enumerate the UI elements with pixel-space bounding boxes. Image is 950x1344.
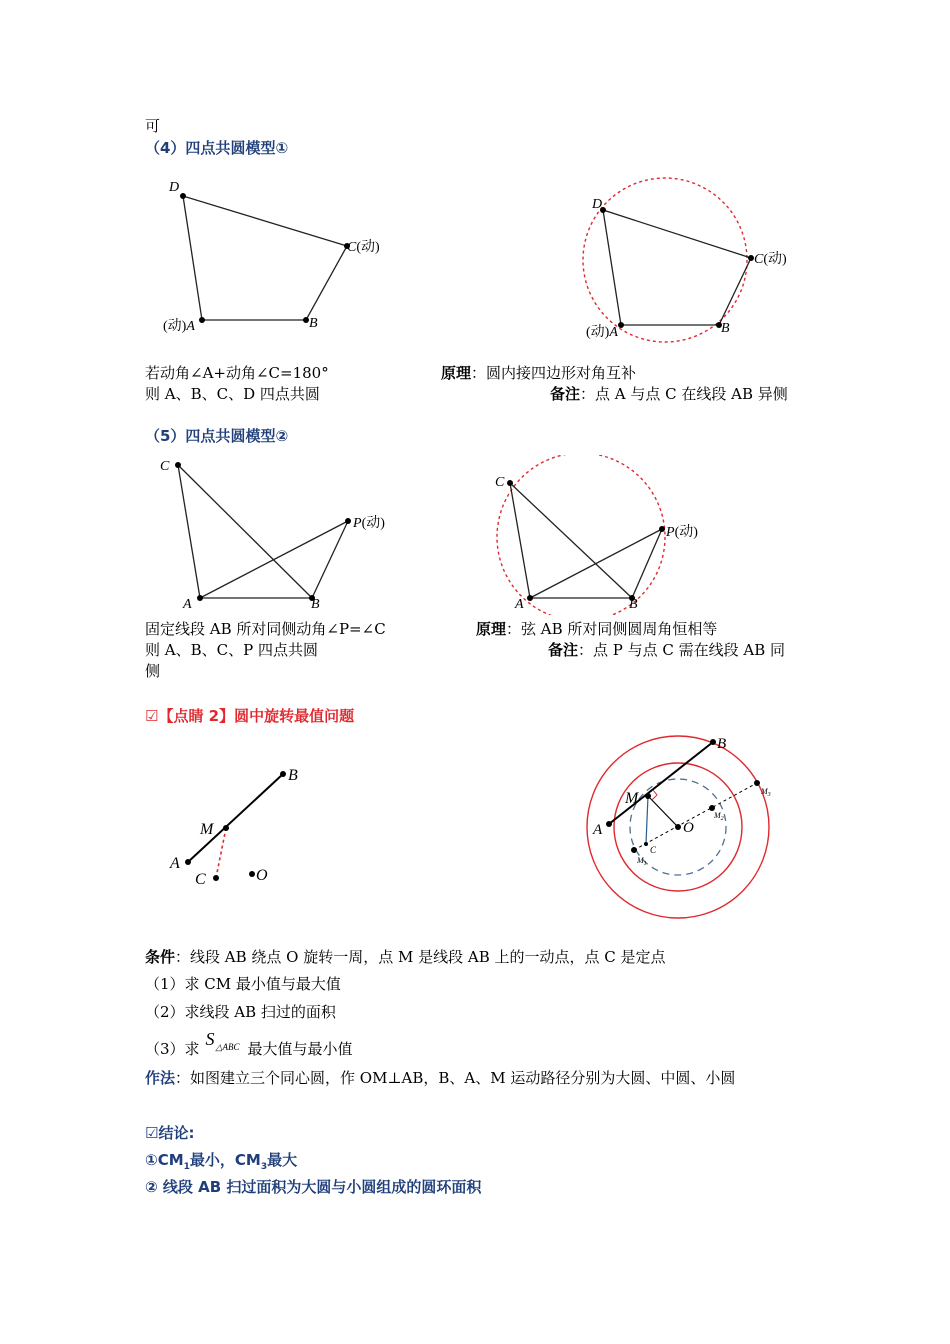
svg-text:A: A	[515, 597, 524, 612]
svg-text:B: B	[288, 767, 298, 784]
svg-text:A: A	[170, 855, 180, 872]
svg-text:C(动): C(动)	[754, 252, 787, 267]
method: 作法：如图建立三个同心圆，作 OM⊥AB，B、A、M 运动路径分别为大圆、中圆、小圆	[145, 1069, 736, 1087]
section4-condition: 若动角∠A+动角∠C=180°	[145, 364, 329, 382]
section5-conclusion: 则 A、B、C、P 四点共圆	[145, 641, 318, 659]
svg-text:M2: $M_2$	[714, 811, 724, 822]
svg-text:B: B	[311, 597, 320, 612]
section5-note: 备注：点 P 与点 C 需在线段 AB 同	[548, 641, 786, 659]
svg-text:B: B	[629, 597, 638, 612]
svg-text:B: B	[721, 321, 730, 336]
svg-text:B: B	[309, 316, 318, 331]
question-1: （1）求 CM 最小值与最大值	[145, 975, 341, 993]
svg-text:M: M	[200, 821, 214, 838]
svg-text:B: B	[717, 736, 727, 752]
concentric-circles-figure	[575, 728, 815, 928]
quad-figure	[155, 175, 395, 340]
svg-text:P(动): P(动)	[353, 516, 385, 531]
section4-note: 备注：点 A 与点 C 在线段 AB 异侧	[550, 385, 788, 403]
cyclic-quad-figure	[580, 168, 810, 348]
svg-text:(动)A: (动)A	[586, 325, 618, 340]
keypoint-condition: 条件：线段 AB 绕点 O 旋转一周，点 M 是线段 AB 上的一动点，点 C 是定点	[145, 948, 666, 966]
svg-text:P(动): P(动)	[666, 525, 698, 540]
section5-principle: 原理：弦 AB 所对同侧圆周角恒相等	[476, 620, 718, 638]
svg-text:O: O	[683, 820, 694, 836]
svg-text:M3: $M_3$	[761, 787, 771, 798]
svg-text:(动)A: (动)A	[163, 319, 195, 334]
section5-condition: 固定线段 AB 所对同侧动角∠P=∠C	[145, 620, 386, 638]
section5-continuation: 侧	[145, 662, 161, 680]
conclusion-2: ② 线段 AB 扫过面积为大圆与小圆组成的圆环面积	[145, 1178, 482, 1196]
question-3: （3）求 S △ABC 最大值与最小值	[145, 1029, 353, 1058]
svg-text:C: C	[195, 871, 206, 888]
text-fragment: 可	[145, 117, 161, 135]
section4-principle: 原理：圆内接四边形对角互补	[441, 364, 637, 382]
same-side-angle-figure	[155, 450, 405, 615]
svg-text:M1: $M_1$	[637, 856, 647, 867]
svg-text:C(动): C(动)	[347, 240, 380, 255]
svg-text:C: C	[160, 459, 170, 474]
svg-text:M: M	[625, 790, 639, 807]
svg-text:O: O	[256, 867, 268, 884]
svg-text:A: A	[183, 597, 192, 612]
svg-text:C: C	[650, 845, 657, 855]
section4-title: （4）四点共圆模型①	[145, 139, 289, 157]
conclusion-title: ☑结论:	[145, 1124, 195, 1142]
svg-text:D: D	[592, 197, 603, 212]
conclusion-1: $①CM_1$最小，$CM_3$最大	[145, 1151, 298, 1172]
svg-text:A: A	[593, 822, 603, 838]
label-D: D	[169, 180, 180, 195]
section4-conclusion: 则 A、B、C、D 四点共圆	[145, 385, 320, 403]
rotation-segment-figure	[160, 760, 300, 895]
keypoint-title: ☑【点睛 2】圆中旋转最值问题	[145, 707, 355, 725]
section5-title: （5）四点共圆模型②	[145, 427, 289, 445]
question-2: （2）求线段 AB 扫过的面积	[145, 1003, 336, 1021]
svg-text:C: C	[495, 475, 505, 490]
cyclic-same-side-figure	[480, 455, 720, 615]
